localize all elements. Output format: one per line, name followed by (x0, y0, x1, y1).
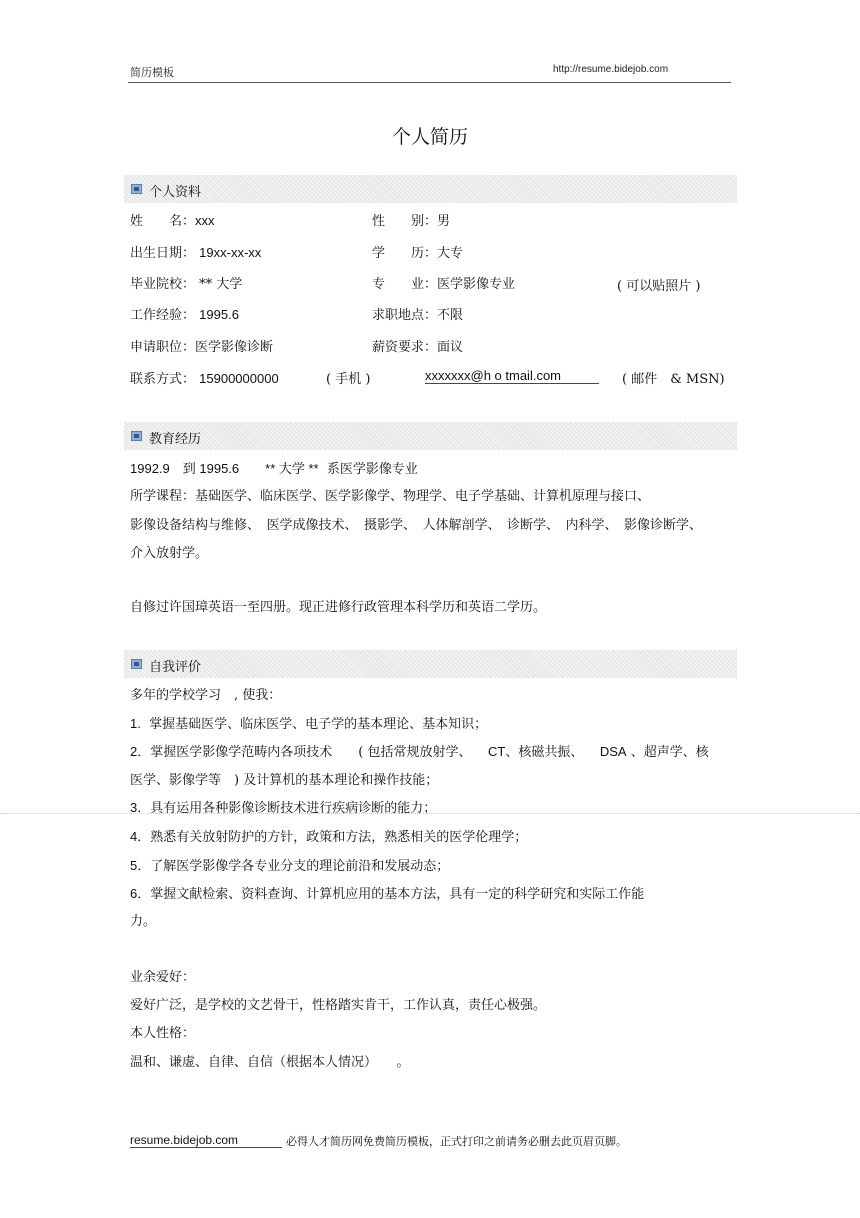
phone-note: ( 手机 ) (326, 372, 371, 387)
item-text: 、核磁共振、 (505, 745, 584, 760)
section-icon (131, 184, 142, 194)
item-number: 6． (130, 886, 151, 901)
field-value: 19xx-xx-xx (199, 245, 262, 260)
section-bar-education (124, 422, 737, 450)
field-major (372, 273, 515, 292)
eval-item-2-cont: 医学、影像学等 ) 及计算机的基本理论和操作技能； (130, 773, 439, 788)
edu-courses-line2: 影像设备结构与维修、 医学成像技术、 摄影学、 人体解剖学、 诊断学、 内科学、 影像诊断学、 (130, 518, 703, 533)
section-icon (131, 431, 142, 441)
photo-note: ( 可以贴照片 ) (617, 279, 701, 294)
field-label: 性 别： (372, 214, 438, 229)
field-value: 面议 (437, 340, 464, 355)
eval-intro: 多年的学校学习 , 使我： (130, 688, 282, 703)
item-text-dsa: DSA (599, 744, 627, 759)
footer-note: 必得人才简历网免费简历模板，正式打印之前请务必删去此页眉页脚。 (286, 1135, 627, 1148)
item-number: 4． (130, 829, 151, 844)
field-label: 出生日期： (130, 246, 196, 261)
field-value: 男 (437, 214, 451, 229)
field-school (130, 273, 242, 292)
item-text-ct: CT (487, 744, 506, 759)
field-value: 不限 (437, 308, 464, 323)
section-heading-personal: 个人资料 (149, 185, 202, 200)
field-value: 医学影像诊断 (195, 340, 274, 355)
item-text: 具有运用各种影像诊断技术进行疾病诊断的能力； (150, 801, 437, 816)
item-text: 熟悉有关放射防护的方针，政策和方法，熟悉相关的医学伦理学； (150, 830, 528, 845)
section-heading-self-eval: 自我评价 (149, 660, 202, 675)
field-value: 1995.6 (199, 307, 239, 322)
field-experience (130, 304, 239, 323)
personality-text: 温和、谦虚、自律、自信（根据本人情况） 。 (130, 1055, 410, 1070)
email-note: ( 邮件 & MSN) (622, 372, 725, 387)
page-title: 个人简历 (391, 126, 468, 148)
edu-self-study: 自修过许国璋英语一至四册。现正进修行政管理本科学历和英语二学历。 (130, 600, 547, 615)
field-label: 毕业院校： (130, 277, 196, 292)
section-heading-education: 教育经历 (149, 432, 202, 447)
edu-line-dates (130, 458, 418, 477)
field-label: 联系方式： (130, 372, 196, 387)
header-divider (128, 82, 731, 83)
edu-courses-line1: 所学课程：基础医学、临床医学、医学影像学、物理学、电子学基础、计算机原理与接口、 (130, 489, 651, 504)
eval-item-2 (130, 741, 709, 760)
item-number: 3． (130, 800, 151, 815)
field-birth (130, 242, 261, 261)
field-label: 薪资要求： (372, 340, 438, 355)
item-text: 了解医学影像学各专业分支的理论前沿和发展动态； (150, 859, 450, 874)
field-value: ** 大学 (199, 277, 243, 292)
eval-item-4 (130, 826, 527, 845)
header-url[interactable]: http://resume.bidejob.com (553, 64, 669, 75)
email-link[interactable]: xxxxxxx@h o tmail.com (425, 368, 599, 384)
page-break-line (0, 813, 860, 814)
field-name (130, 210, 215, 229)
section-bar-self-eval (124, 650, 737, 678)
item-number: 5． (130, 858, 151, 873)
field-label: 姓 名： (130, 214, 196, 229)
field-label: 申请职位： (130, 340, 196, 355)
field-position (130, 336, 273, 355)
item-text: 、超声学、核 (630, 745, 709, 760)
section-bar-personal (124, 175, 737, 203)
section-icon (131, 659, 142, 669)
field-contact (130, 368, 279, 387)
hobby-label: 业余爱好： (130, 970, 196, 985)
field-value: 大专 (437, 246, 464, 261)
hobby-text: 爱好广泛，是学校的文艺骨干，性格踏实肯干，工作认真，责任心极强。 (130, 998, 547, 1013)
item-number: 2． (130, 744, 151, 759)
phone-number: 15900000000 (199, 371, 279, 386)
field-label: 工作经验： (130, 308, 196, 323)
item-text: 掌握基础医学、临床医学、电子学的基本理论、基本知识； (149, 717, 488, 732)
item-text: 掌握文献检索、资料查询、计算机应用的基本方法，具有一定的科学研究和实际工作能 (150, 887, 645, 902)
field-label: 学 历： (372, 246, 438, 261)
eval-item-6 (130, 883, 644, 902)
field-location (372, 304, 463, 323)
header-left-text: 简历模板 (130, 66, 174, 79)
field-value: 医学影像专业 (437, 277, 516, 292)
edu-courses-line3: 介入放射学。 (130, 546, 209, 561)
personality-label: 本人性格： (130, 1026, 196, 1041)
eval-item-1 (130, 713, 487, 732)
edu-dates: 1992.9 到 1995.6 ** 大学 ** (130, 461, 319, 476)
field-salary (372, 336, 463, 355)
footer-link[interactable]: resume.bidejob.com (130, 1133, 282, 1148)
field-gender (372, 210, 450, 229)
item-number: 1. (130, 716, 141, 731)
eval-item-6-cont: 力。 (130, 914, 157, 929)
eval-item-5 (130, 855, 449, 874)
item-text: 掌握医学影像学范畴内各项技术 ( 包括常规放射学、 (150, 745, 472, 760)
field-value: xxx (195, 213, 215, 228)
field-label: 求职地点： (372, 308, 438, 323)
field-education (372, 242, 463, 261)
edu-major: 系医学影像专业 (326, 462, 418, 477)
field-label: 专 业： (372, 277, 438, 292)
